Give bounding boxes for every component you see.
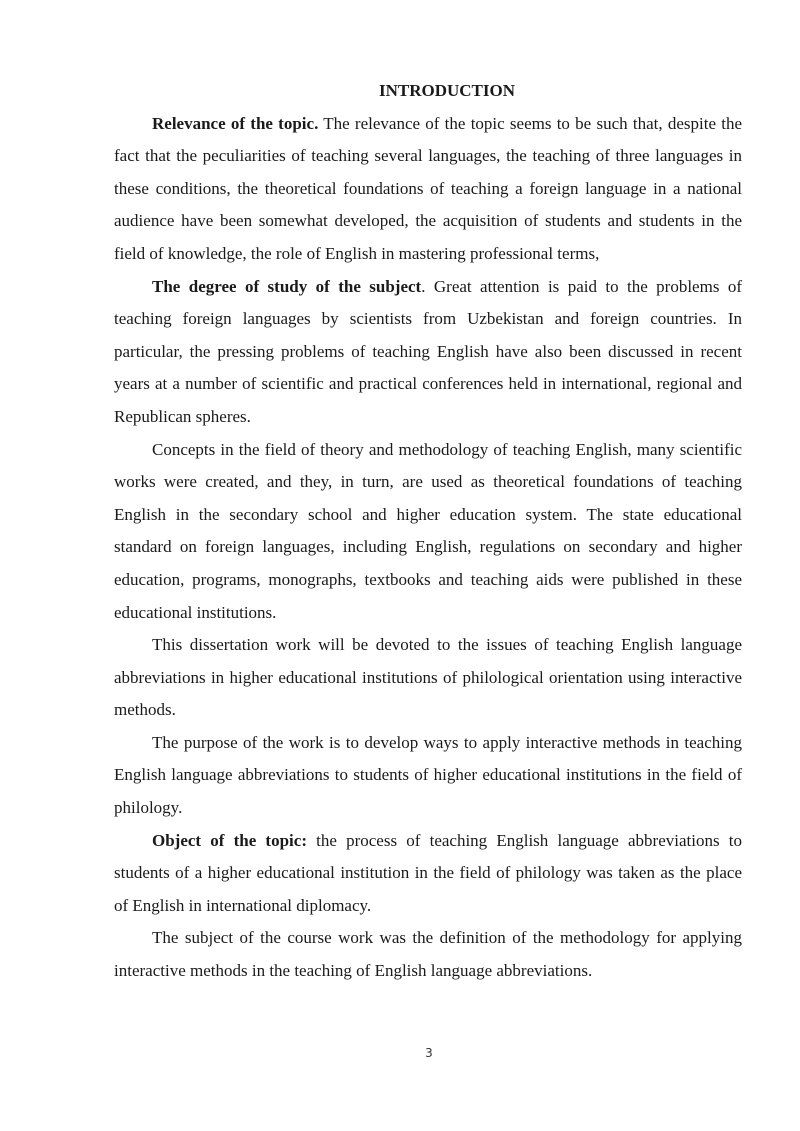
paragraph-text: the process of teaching English language abbreviations to students of a higher educational institution in the field of philology was taken as the place of English in international diplomacy. — [114, 830, 742, 915]
paragraph-dissertation-focus — [114, 629, 742, 727]
paragraph-text: This dissertation work will be devoted to the issues of teaching English language abbreviations in higher educational institutions of philological orientation using interactive methods. — [114, 635, 742, 720]
paragraph-object — [114, 825, 742, 923]
paragraph-lead: The degree of study of the subject — [152, 276, 422, 296]
page-content — [114, 75, 742, 988]
paragraph-lead: Relevance of the topic. — [152, 113, 319, 133]
paragraph-text: The purpose of the work is to develop ways to apply interactive methods in teaching English language abbreviations to students of higher educational institutions in the field of philology. — [114, 732, 742, 818]
paragraph-lead: Object of the topic: — [152, 830, 307, 850]
paragraph-text: The relevance of the topic seems to be such that, despite the fact that the peculiarities of teaching several languages, the teaching of three languages in these conditions, the theoretical foundations of teaching a foreign language in a national audience have been somewhat developed, the acquisition of students and students in the field of knowledge, the role of English in mastering professional terms, — [114, 113, 743, 263]
section-title: INTRODUCTION — [378, 81, 516, 100]
page-number: 3 — [425, 1046, 433, 1060]
paragraph-subject — [114, 922, 742, 987]
paragraph-text: Concepts in the field of theory and methodology of teaching English, many scientific works were created, and they, in turn, are used as theoretical foundations of teaching English in the secondary school and higher education system. The state educational standard on foreign languages, including English, regulations on secondary and higher education, programs, monographs, textbooks and teaching aids were published in these educational institutions. — [114, 439, 742, 622]
paragraph-text: The subject of the course work was the definition of the methodology for applying interactive methods in the teaching of English language abbreviations. — [114, 928, 742, 981]
paragraph-concepts — [114, 434, 742, 630]
paragraph-relevance — [114, 108, 742, 271]
paragraph-purpose — [114, 727, 742, 825]
paragraph-degree-of-study — [114, 271, 742, 434]
paragraph-text: . Great attention is paid to the problems of teaching foreign languages by scientists from Uzbekistan and foreign countries. In particular, the pressing problems of teaching English have also been discussed in recent years at a number of scientific and practical conferences held in international, regional and Republican spheres. — [114, 276, 743, 426]
